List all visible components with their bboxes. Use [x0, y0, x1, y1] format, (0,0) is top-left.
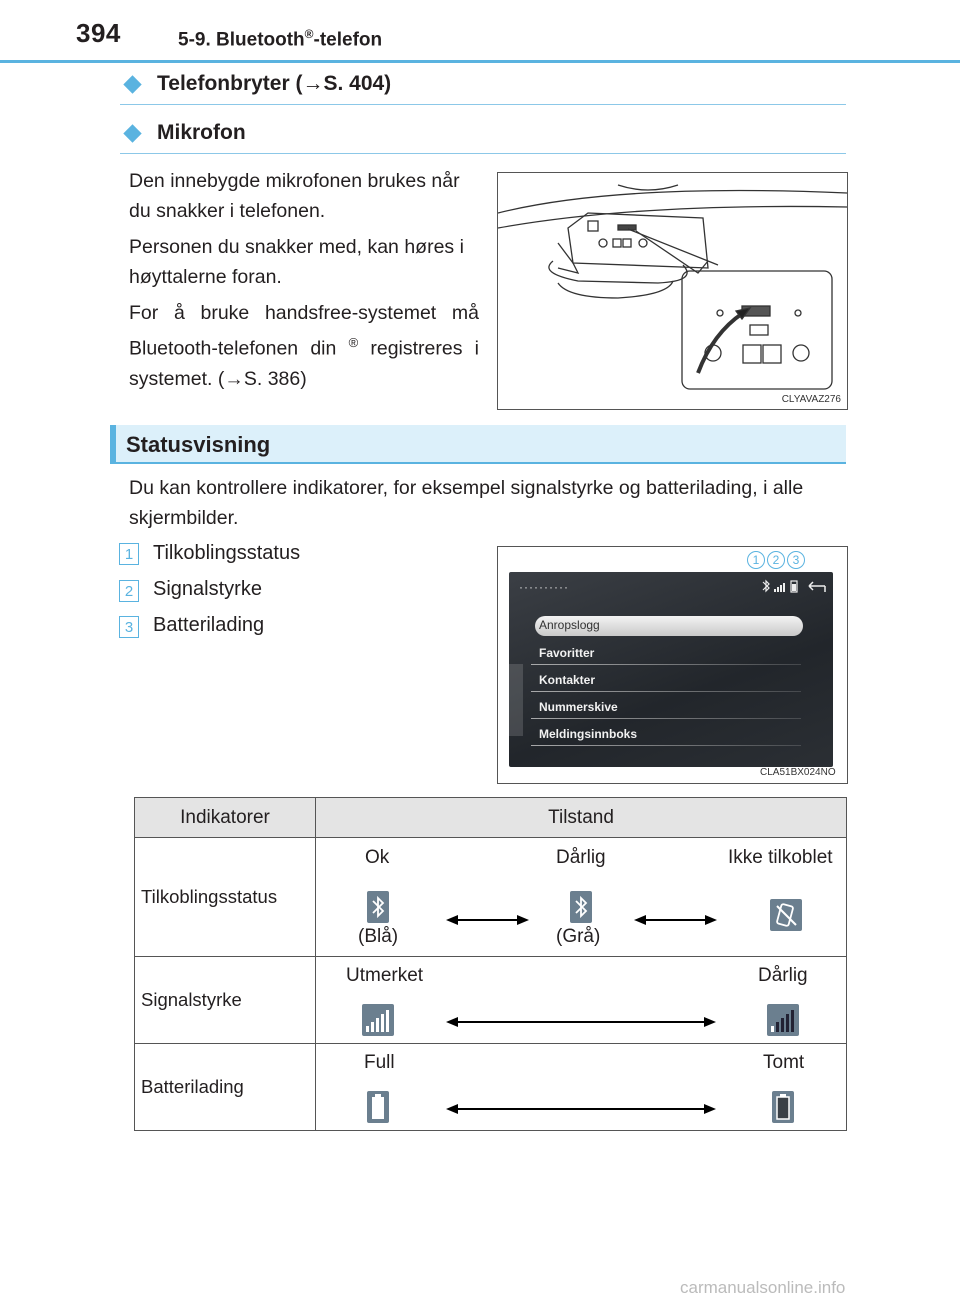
number-badge: 3	[119, 616, 139, 638]
display-screen	[509, 572, 833, 767]
callout-2: 2	[767, 551, 785, 569]
list-item-label: Batterilading	[153, 614, 265, 636]
row-label: Batterilading	[135, 1044, 316, 1131]
mic-paragraph-1: Den innebygde mikrofonen brukes når du snakker i telefonen.	[129, 170, 460, 222]
status-icons	[759, 578, 829, 596]
list-item	[119, 616, 139, 638]
table-row	[135, 838, 847, 957]
column-header: Tilstand	[316, 798, 847, 838]
row-label: Signalstyrke	[135, 957, 316, 1044]
double-arrow-icon	[446, 913, 529, 927]
state-cell	[316, 1044, 847, 1131]
battery-empty-icon	[771, 1090, 795, 1124]
overhead-console-illustration	[498, 173, 847, 409]
section-title: Statusvisning	[126, 432, 271, 457]
callout-3: 3	[787, 551, 805, 569]
figure-code: CLA51BX024NO	[760, 767, 836, 778]
divider	[120, 104, 846, 105]
state-cell	[316, 838, 847, 957]
menu-item-favorites[interactable]: Favoritter	[539, 646, 595, 660]
side-tab[interactable]	[509, 664, 523, 736]
number-badge: 1	[119, 543, 139, 565]
callout-1: 1	[747, 551, 765, 569]
microphone-figure	[497, 172, 848, 410]
menu-item-call-log[interactable]: Anropslogg	[539, 618, 600, 632]
list-item	[119, 543, 139, 565]
table-row	[135, 1044, 847, 1131]
state-label: Dårlig	[556, 847, 606, 868]
section-bar-underline	[110, 462, 846, 464]
state-sublabel: (Grå)	[556, 926, 601, 947]
column-header: Indikatorer	[135, 798, 316, 838]
double-arrow-icon	[446, 1102, 716, 1116]
state-label: Full	[364, 1052, 395, 1073]
indicator-table	[134, 797, 847, 1131]
state-cell	[316, 957, 847, 1044]
state-sublabel: (Blå)	[358, 926, 399, 947]
double-arrow-icon	[446, 1015, 716, 1029]
mic-paragraph-2: Personen du snakker med, kan høres i høyttalerne foran.	[129, 236, 464, 288]
battery-full-icon	[366, 1090, 390, 1124]
row-label: Tilkoblingsstatus	[135, 838, 316, 957]
diamond-bullet-icon	[123, 75, 141, 93]
not-connected-icon	[769, 898, 803, 932]
double-arrow-icon	[634, 913, 717, 927]
page-number: 394	[76, 18, 121, 48]
watermark-footer: carmanualsonline.info	[680, 1278, 846, 1297]
state-label: Ikke tilkoblet	[728, 847, 833, 868]
state-label: Tomt	[763, 1052, 805, 1073]
menu-item-messages[interactable]: Meldingsinnboks	[539, 727, 638, 741]
dots-indicator: ··········	[519, 580, 569, 594]
mic-paragraph-3: For å bruke handsfree-systemet må Bluetooth-telefonen din ® registreres i systemet. (→S. 386)	[129, 302, 479, 390]
table-row	[135, 957, 847, 1044]
figure-code: CLYAVAZ276	[781, 394, 841, 405]
number-badge: 2	[119, 580, 139, 602]
list-item	[119, 580, 139, 602]
divider	[120, 153, 846, 154]
list-item-label: Signalstyrke	[153, 578, 262, 600]
figure-callouts	[747, 551, 805, 569]
bluetooth-ok-icon	[366, 890, 390, 924]
chapter-title: 5-9. Bluetooth®-telefon	[178, 27, 383, 51]
status-intro: Du kan kontrollere indikatorer, for eksempel signalstyrke og batterilading, i alle skjermbilder.	[129, 477, 804, 529]
bluetooth-poor-icon	[569, 890, 593, 924]
menu-item-contacts[interactable]: Kontakter	[539, 673, 596, 687]
signal-poor-icon	[766, 1003, 800, 1037]
subheading-microphone: Mikrofon	[123, 121, 246, 145]
menu-item-keypad[interactable]: Nummerskive	[539, 700, 618, 714]
subheading-phone-switch: Telefonbryter (→S. 404)	[123, 72, 391, 96]
header-rule	[0, 60, 960, 63]
signal-excellent-icon	[361, 1003, 395, 1037]
state-label: Ok	[365, 847, 390, 868]
diamond-bullet-icon	[123, 124, 141, 142]
state-label: Dårlig	[758, 965, 808, 986]
list-item-label: Tilkoblingsstatus	[153, 542, 301, 564]
state-label: Utmerket	[346, 965, 424, 986]
table-header-row	[135, 798, 847, 838]
